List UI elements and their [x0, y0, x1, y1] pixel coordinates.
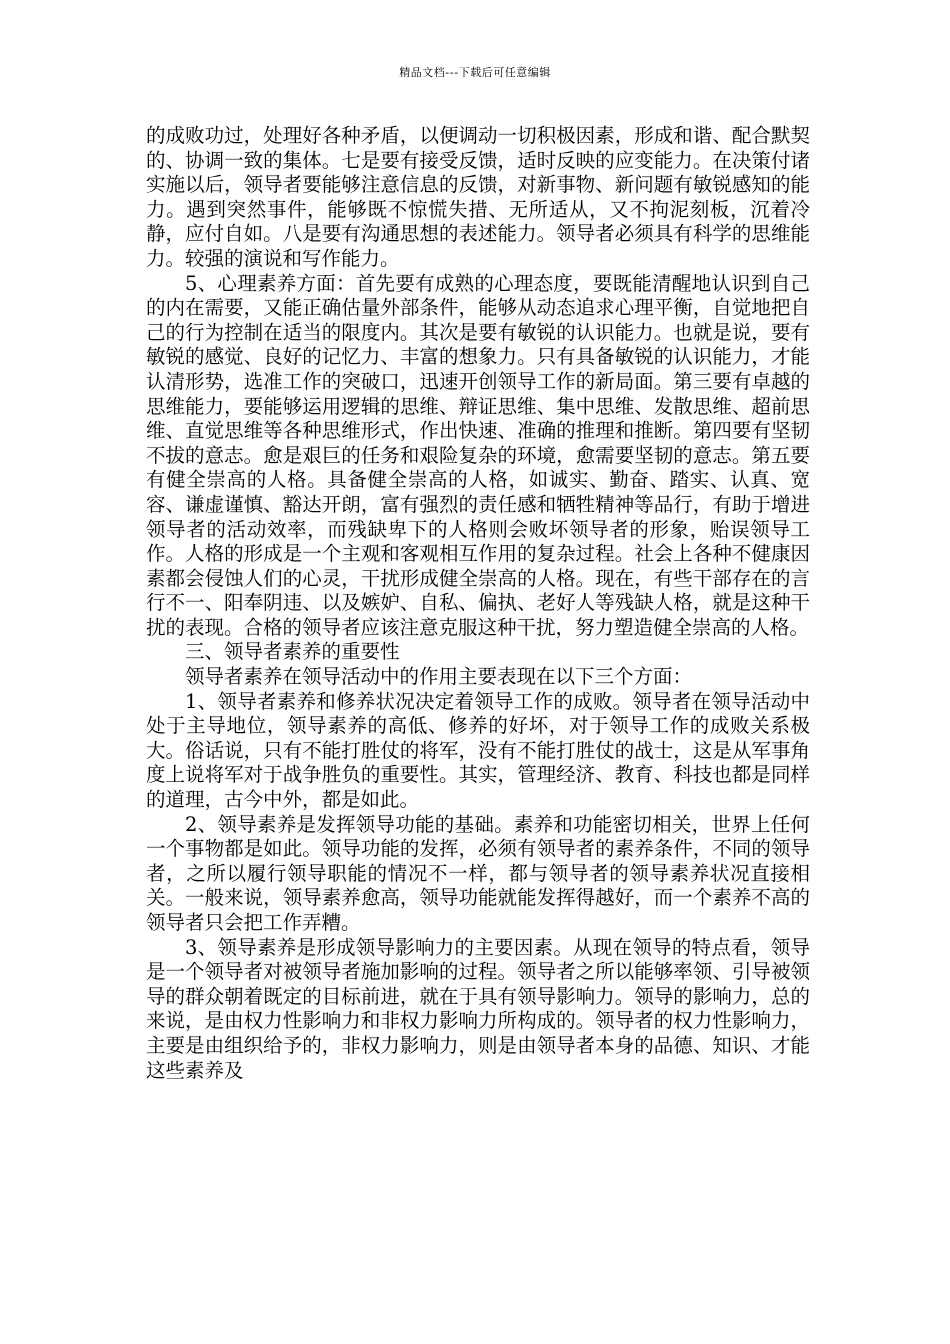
paragraph-point-1: 1、领导者素养和修养状况决定着领导工作的成败。领导者在领导活动中处于主导地位，领导素养的高低、修养的好坏，对于领导工作的成败关系极大。俗话说，只有不能打胜仗的将军，没有不能打胜仗的战士，这是从军事角度上说将军对于战争胜负的重要性。其实，管理经济、教育、科技也都是同样的道理，古今中外，都是如此。 [146, 689, 810, 812]
section-heading-importance: 三、领导者素养的重要性 [185, 640, 400, 664]
paragraph-point-3: 3、领导素养是形成领导影响力的主要因素。从现在领导的特点看，领导是一个领导者对被领导者施加影响的过程。领导者之所以能够率领、引导被领导的群众朝着既定的目标前进，就在于具有领导影响力。领导的影响力，总的来说，是由权力性影响力和非权力影响力所构成的。领导者的权力性影响力，主要是由组织给予的，非权力影响力，则是由领导者本身的品德、知识、才能这些素养及 [146, 935, 810, 1082]
paragraph-continuation: 的成败功过，处理好各种矛盾，以便调动一切积极因素，形成和谐、配合默契的、协调一致的集体。七是要有接受反馈，适时反映的应变能力。在决策付诸实施以后，领导者要能够注意信息的反馈，对新事物、新问题有敏锐感知的能力。遇到突然事件，能够既不惊慌失措、无所适从，又不拘泥刻板，沉着冷静，应付自如。八是要有沟通思想的表述能力。领导者必须具有科学的思维能力。较强的演说和写作能力。 [146, 124, 810, 270]
paragraph-point-2: 2、领导素养是发挥领导功能的基础。素养和功能密切相关，世界上任何一个事物都是如此。领导功能的发挥，必须有领导者的素养条件，不同的领导者，之所以履行领导职能的情况不一样，都与领导者的领导素养状况直接相关。一般来说，领导素养愈高，领导功能就能发挥得越好，而一个素养不高的领导者只会把工作弄糟。 [146, 812, 810, 934]
document-body [146, 124, 810, 1083]
page-header: 精品文档---下载后可任意编辑 [399, 66, 551, 79]
paragraph-psychological-quality: 5、心理素养方面：首先要有成熟的心理态度，要既能清醒地认识到自己的内在需要，又能正确估量外部条件，能够从动态追求心理平衡，自觉地把自己的行为控制在适当的限度内。其次是要有敏锐的认识能力。也就是说，要有敏锐的感觉、良好的记忆力、丰富的想象力。只有具备敏锐的认识能力，才能认清形势，选准工作的突破口，迅速开创领导工作的新局面。第三要有卓越的思维能力，要能够运用逻辑的思维、辩证思维、集中思维、发散思维、超前思维、直觉思维等各种思维形式，作出快速、准确的推理和推断。第四要有坚韧不拔的意志。愈是艰巨的任务和艰险复杂的环境，愈需要坚韧的意志。第五要有健全崇高的人格。具备健全崇高的人格，如诚实、勤奋、踏实、认真、宽容、谦虚谨慎、豁达开朗，富有强烈的责任感和牺牲精神等品行，有助于增进领导者的活动效率，而残缺卑下的人格则会败坏领导者的形象，贻误领导工作。人格的形成是一个主观和客观相互作用的复杂过程。社会上各种不健康因素都会侵蚀人们的心灵，干扰形成健全崇高的人格。现在，有些干部存在的言行不一、阳奉阴违、以及嫉妒、自私、偏执、老好人等残缺人格，就是这种干扰的表现。合格的领导者应该注意克服这种干扰，努力塑造健全崇高的人格。 [146, 271, 810, 639]
paragraph-intro-three-aspects: 领导者素养在领导活动中的作用主要表现在以下三个方面： [185, 665, 693, 689]
